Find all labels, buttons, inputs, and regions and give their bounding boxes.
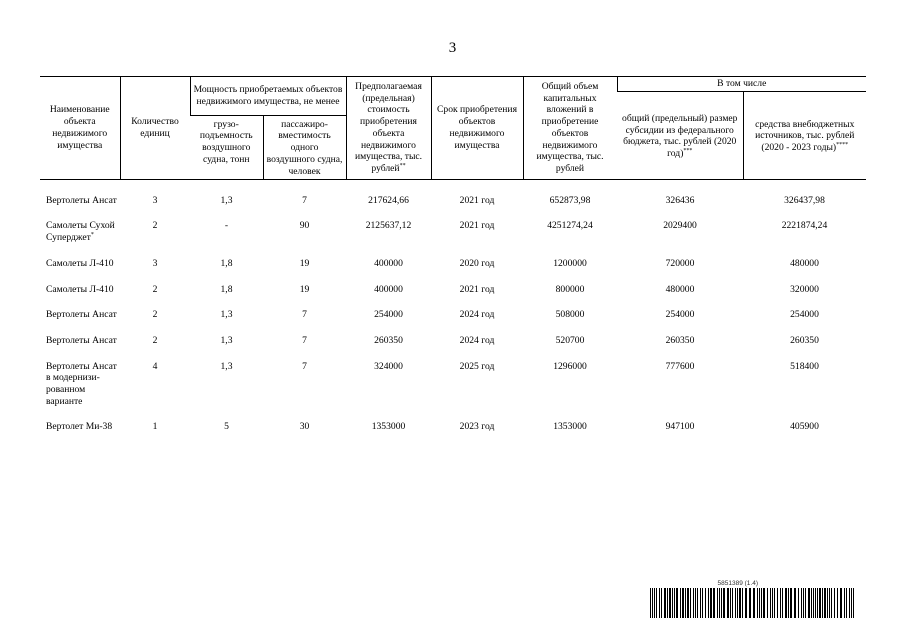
header-name: Наименование объекта недвижимого имущества: [40, 77, 120, 180]
cell-term: 2021 год: [459, 194, 495, 206]
real-estate-table: [40, 76, 866, 447]
cell-subsidy: 480000: [665, 283, 695, 295]
header-term: Срок приобретения объектов недвижимого имущества: [431, 77, 523, 180]
table-row: [40, 220, 866, 257]
cell-cargo: 1,3: [220, 194, 233, 206]
barcode-image: [650, 588, 858, 618]
table-row: [40, 284, 866, 310]
cell-qty: 3: [152, 257, 158, 269]
cell-cargo: -: [224, 220, 229, 232]
cell-term: 2023 год: [459, 421, 495, 433]
cell-cost: 324000: [374, 360, 403, 372]
header-cost-mark: **: [399, 162, 406, 169]
cell-qty: 1: [152, 421, 158, 433]
header-capacity-group: Мощность приобретаемых объектов недвижимого имущества, не менее: [190, 77, 346, 116]
cell-total: 4251274,24: [547, 220, 593, 232]
cell-name: Вертолет Ми-38: [46, 421, 113, 433]
cell-cargo: 1,3: [220, 360, 233, 372]
cell-subsidy: 2029400: [663, 220, 697, 232]
cell-total: 508000: [555, 309, 585, 321]
cell-name: Самолеты Сухой Суперджет*: [46, 220, 115, 244]
header-including: В том числе: [617, 77, 866, 92]
cell-cost: 400000: [374, 283, 403, 295]
cell-qty: 2: [152, 334, 158, 346]
cell-name: Вертолеты Ансат: [46, 334, 117, 346]
cell-extra: 320000: [790, 283, 819, 295]
cell-term: 2025 год: [459, 360, 495, 372]
cell-cost: 260350: [374, 334, 403, 346]
cell-cost: 1353000: [371, 421, 406, 433]
cell-name: Вертолеты Ансат в модернизи-рованном варианте: [46, 360, 117, 407]
table-row: [40, 361, 866, 422]
cell-total: 652873,98: [549, 194, 591, 206]
cell-subsidy: 326436: [665, 194, 695, 206]
cell-extra: 254000: [790, 309, 819, 321]
cell-cost: 400000: [374, 257, 403, 269]
header-total-investment: Общий объем капитальных вложений в приобретение объектов недвижимого имущества, тыс. рублей: [523, 77, 617, 180]
cell-total: 1200000: [553, 257, 587, 269]
header-passengers: пассажиро-вместимость одного воздушного судна, человек: [263, 115, 346, 179]
header-extra-mark: ****: [836, 141, 849, 148]
cell-name: Самолеты Л-410: [46, 257, 114, 269]
cell-term: 2021 год: [459, 283, 495, 295]
cell-extra: 260350: [790, 334, 819, 346]
cell-subsidy: 260350: [665, 334, 695, 346]
cell-extra: 405900: [790, 421, 819, 433]
cell-qty: 3: [152, 194, 158, 206]
cell-pass: 7: [302, 309, 307, 321]
cell-total: 1296000: [553, 360, 587, 372]
cell-qty: 4: [152, 360, 158, 372]
header-cargo: грузо-подъемность воздушного судна, тонн: [190, 115, 263, 179]
cell-name: Самолеты Л-410: [46, 283, 114, 295]
cell-extra: 326437,98: [784, 194, 825, 206]
cell-subsidy: 947100: [665, 421, 695, 433]
cell-subsidy: 777600: [665, 360, 695, 372]
cell-qty: 2: [152, 283, 158, 295]
cell-cost: 2125637,12: [365, 220, 412, 232]
cell-cost: 217624,66: [368, 194, 409, 206]
cell-name: Вертолеты Ансат: [46, 309, 117, 321]
header-subsidy-mark: ***: [683, 147, 693, 154]
table-row: [40, 421, 866, 447]
cell-subsidy: 254000: [665, 309, 695, 321]
cell-pass: 19: [299, 257, 310, 269]
cell-pass: 7: [302, 360, 307, 372]
cell-cargo: 1,3: [220, 334, 233, 346]
header-quantity: Количество единиц: [120, 77, 190, 180]
barcode-block: [650, 580, 858, 618]
cell-cargo: 5: [224, 421, 229, 433]
cell-name: Вертолеты Ансат: [46, 194, 117, 206]
cell-cargo: 1,8: [220, 283, 233, 295]
table-row: [40, 309, 866, 335]
cell-qty: 2: [152, 309, 158, 321]
cell-total: 1353000: [553, 421, 587, 433]
cell-term: 2021 год: [459, 220, 495, 232]
cell-cost: 254000: [374, 309, 403, 321]
cell-extra: 480000: [790, 257, 819, 269]
cell-cargo: 1,8: [220, 257, 233, 269]
cell-term: 2024 год: [459, 309, 495, 321]
barcode-text: 5851389 (1.4): [717, 580, 758, 587]
cell-term: 2020 год: [459, 257, 495, 269]
header-subsidy: общий (предельный) размер субсидии из федерального бюджета, тыс. рублей (2020 год)***: [617, 91, 743, 179]
cell-total: 800000: [555, 283, 585, 295]
cell-qty: 2: [152, 220, 158, 232]
table-row: [40, 335, 866, 361]
cell-cargo: 1,3: [220, 309, 233, 321]
cell-extra: 518400: [790, 360, 819, 372]
table-row: [40, 258, 866, 284]
header-cost: Предполагаемая (предельная) стоимость приобретения объекта недвижимого имущества, тыс. рублей**: [346, 77, 431, 180]
cell-subsidy: 720000: [665, 257, 695, 269]
header-extra: средства внебюджетных источников, тыс. рублей (2020 - 2023 годы)****: [743, 91, 866, 179]
table-row: [40, 179, 866, 220]
cell-pass: 30: [299, 421, 310, 433]
cell-total: 520700: [555, 334, 585, 346]
cell-pass: 7: [302, 334, 307, 346]
cell-pass: 7: [302, 194, 307, 206]
page-number: 3: [448, 40, 457, 56]
cell-name-mark: *: [90, 231, 94, 238]
cell-term: 2024 год: [459, 334, 495, 346]
cell-extra: 2221874,24: [781, 220, 828, 232]
cell-pass: 19: [299, 283, 310, 295]
cell-pass: 90: [299, 220, 310, 232]
table-body: [40, 179, 866, 447]
